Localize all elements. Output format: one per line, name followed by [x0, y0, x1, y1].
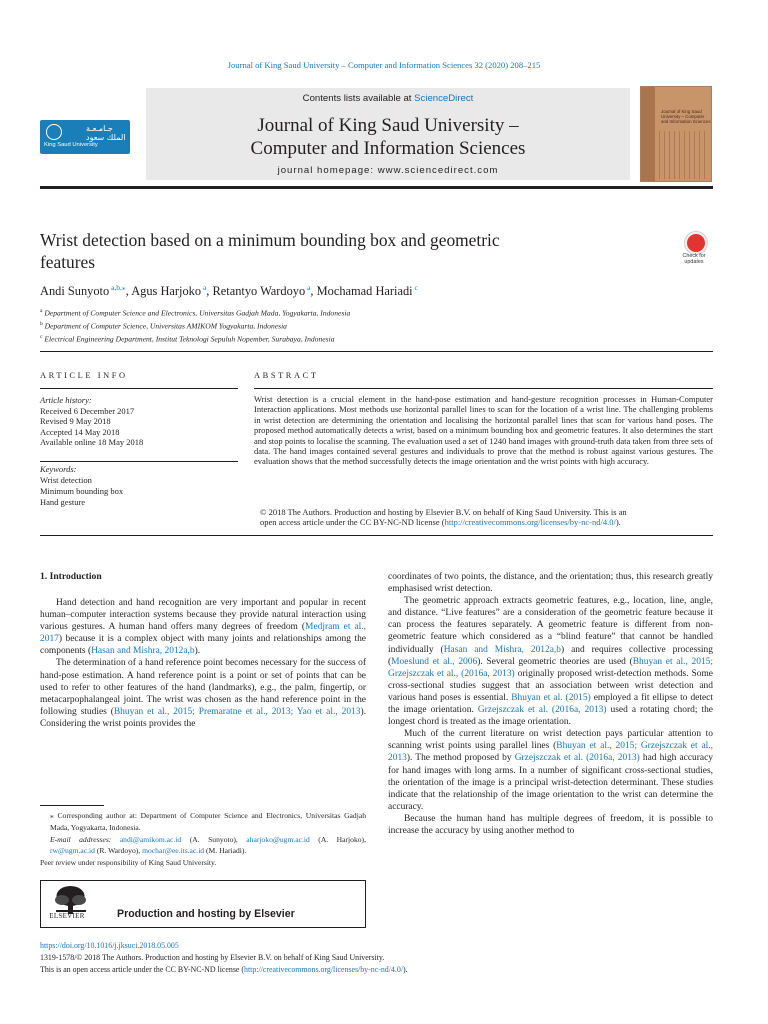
journal-title-line2: Computer and Information Sciences	[250, 138, 526, 159]
ksu-seal-icon	[46, 124, 62, 140]
paragraph: coordinates of two points, the distance, and the orientation; thus, this research greatly emphasised wrist detection.	[388, 572, 713, 595]
author-list	[40, 283, 680, 299]
open-access-line: This is an open access article under the CC BY-NC-ND license (http://creativecommons.org/licenses/by-nc-nd/4.0/).	[40, 964, 408, 974]
citation-link[interactable]: Bhuyan et al., 2015; Premaratne et al., 2013; Yao et al., 2013	[113, 706, 361, 717]
author-name[interactable]: Andi Sunyoto	[40, 284, 110, 299]
divider	[40, 461, 238, 462]
doi-link[interactable]: https://doi.org/10.1016/j.jksuci.2018.05.005	[40, 941, 179, 950]
author-name[interactable]: Agus Harjoko	[131, 284, 202, 299]
homepage-url[interactable]: www.sciencedirect.com	[377, 165, 499, 176]
check-for-updates-button[interactable]	[678, 232, 710, 266]
keyword-item: Hand gesture	[40, 497, 86, 507]
divider	[40, 351, 713, 352]
cover-stripe	[641, 87, 655, 182]
email-link[interactable]: aharjoko@ugm.ac.id	[246, 834, 310, 844]
abstract-text: Wrist detection is a crucial element in the hand-pose estimation and hand-gesture recognition processes in Human-Computer Interaction applications. Most methods use horizontal parallel lines to scan for the location of a wrist line. The challenging problems in wrist detection are determining the orientation and localising the horizontal parallel lines that scan for various hand poses. The proposed method automatically detects a wrist, based on a minimum bounding box and geometric features. It also determines the start and stop points to localise the scanning. The evaluation used a set of 1240 hand images with ground-truth data taken from three sets of data. The hand images contained several gestures and individuals to prove that the method is robust against various gestures. The evaluation shows that the method successfully detects the image orientation and the wrist points with high accuracy.	[254, 394, 713, 467]
paragraph: Hand detection and hand recognition are very important and popular in recent human–computer interaction systems because they provide natural interaction using various gestures. A human hand offers many degrees of freedom (Medjram et al., 2017) because it is a complex object with many joints and relationships among the components (Hasan and Mishra, 2012a,b).	[40, 598, 366, 657]
crossmark-label: Check for updates	[682, 253, 706, 265]
right-column-body	[388, 571, 713, 837]
contents-line	[146, 93, 630, 104]
affiliation-item: $^b$ Department of Computer Science, Universitas AMIKOM Yogyakarta, Indonesia	[40, 321, 287, 331]
email-addresses: E-mail addresses: andi@amikom.ac.id (A. Sunyoto), aharjoko@ugm.ac.id (A. Harjoko), rw@ugm.ac.id (R. Wardoyo), mochar@ee.its.ac.id (M. Hariadi).	[50, 834, 366, 856]
abstract-copyright	[254, 507, 713, 528]
copyright-line1: © 2018 The Authors. Production and hosting by Elsevier B.V. on behalf of King Saud University. This is an	[260, 507, 627, 517]
sciencedirect-link[interactable]: ScienceDirect	[414, 93, 474, 104]
section-heading-introduction: 1. Introduction	[40, 571, 102, 582]
citation-link[interactable]: Hasan and Mishra, 2012a,b	[443, 644, 561, 655]
article-history	[40, 395, 238, 448]
production-text: Production and hosting by Elsevier	[117, 908, 295, 920]
homepage-line	[146, 165, 630, 176]
paper-title	[40, 229, 640, 273]
journal-title-line1: Journal of King Saud University –	[257, 115, 519, 136]
issn-line: 1319-1578/© 2018 The Authors. Production and hosting by Elsevier B.V. on behalf of King Saud University.	[40, 952, 385, 962]
affiliation-item: $^c$ Electrical Engineering Department, Institut Teknologi Sepuluh Nopember, Surabaya, Indonesia	[40, 334, 335, 344]
paper-title-line1: Wrist detection based on a minimum bounding box and geometric	[40, 230, 500, 250]
keyword-item: Wrist detection	[40, 475, 92, 485]
ksu-logo	[40, 120, 130, 154]
author-separator: ,	[206, 284, 213, 299]
header-rule	[40, 186, 713, 189]
crossmark-icon	[685, 232, 707, 254]
author-affiliation-marker[interactable]: a,b,⁎	[109, 283, 126, 292]
citation-link[interactable]: Bhuyan et al., 2015; Grzejszczak et al., 2013	[388, 741, 713, 764]
citation-link[interactable]: Grzejszczak et al. (2016a, 2013)	[477, 705, 607, 716]
keyword-item: Minimum bounding box	[40, 486, 124, 496]
history-items	[40, 406, 238, 448]
email-link[interactable]: rw@ugm.ac.id	[50, 846, 95, 856]
author-separator: ,	[125, 284, 132, 299]
footnote-rule	[40, 805, 104, 806]
left-column-body	[40, 597, 366, 730]
citation-link[interactable]: Grzejszczak et al. (2016a, 2013)	[514, 753, 640, 764]
email-link[interactable]: mochar@ee.its.ac.id	[142, 846, 205, 856]
paragraph: The determination of a hand reference point becomes necessary for the success of hand-pose estimation. A hand reference point is a point or set of points that can be used to refer to other features of the hand (landmarks), e.g., the palm, fingertip, or metacarpophalangeal joint. The wrist was chosen as the hand reference point in the following studies (Bhuyan et al., 2015; Premaratne et al., 2013; Yao et al., 2013). Considering the wrist points provides the	[40, 658, 366, 729]
affiliation-list	[40, 306, 680, 345]
divider	[254, 388, 713, 389]
citation-link[interactable]: Moeslund et al., 2006	[391, 656, 478, 667]
email-link[interactable]: andi@amikom.ac.id	[119, 834, 182, 844]
divider	[40, 535, 713, 536]
footnote	[40, 810, 366, 869]
keywords-label: Keywords:	[40, 464, 77, 474]
peer-review-note: Peer review under responsibility of King Saud University.	[40, 858, 217, 868]
citation-link[interactable]: Bhuyan et al., 2015; Grzejszczak et al., (2016a, 2013)	[388, 656, 714, 679]
author-name[interactable]: Mochamad Hariadi	[316, 284, 413, 299]
history-item: Accepted 14 May 2018	[40, 426, 120, 437]
paragraph: Because the human hand has multiple degrees of freedom, it is possible to increase the accuracy by using another method to	[388, 813, 713, 836]
license-link[interactable]: http://creativecommons.org/licenses/by-nc-nd/4.0/	[244, 964, 403, 974]
ksu-logo-arabic: جـامـعـة الملك سعود	[86, 124, 126, 142]
cover-text: Journal of King Saud University – Computer and Information Sciences	[661, 109, 711, 124]
bottom-info	[40, 940, 720, 975]
author-affiliation-marker[interactable]: c	[412, 283, 418, 292]
corresponding-author-note: ⁎ Corresponding author at: Department of Computer Science and Electronics, Universitas Gadjah Mada, Yogyakarta, Indonesia.	[50, 811, 366, 832]
journal-title	[146, 114, 630, 160]
keyword-items	[40, 475, 238, 508]
elsevier-wordmark: ELSEVIER	[49, 912, 85, 920]
homepage-prefix: journal homepage:	[277, 165, 378, 176]
author-separator: ,	[310, 284, 317, 299]
history-item: Available online 18 May 2018	[40, 437, 144, 448]
divider	[40, 388, 238, 389]
license-link[interactable]: http://creativecommons.org/licenses/by-nc-nd/4.0/	[444, 517, 616, 528]
history-item: Received 6 December 2017	[40, 405, 135, 416]
journal-citation[interactable]: Journal of King Saud University – Computer and Information Sciences 32 (2020) 208–215	[227, 60, 541, 70]
copyright-line2: open access article under the CC BY-NC-ND license (http://creativecommons.org/licenses/by-nc-nd/4.0/).	[260, 517, 621, 528]
author-affiliation-marker[interactable]: a	[305, 283, 311, 292]
paper-title-line2: features	[40, 252, 96, 272]
history-label: Article history:	[40, 395, 92, 405]
author-affiliation-marker[interactable]: a	[201, 283, 207, 292]
affiliation-item: $^a$ Department of Computer Science and Electronics, Universitas Gadjah Mada, Yogyakarta, Indonesia	[40, 308, 351, 318]
history-item: Revised 9 May 2018	[40, 416, 111, 427]
citation-link[interactable]: Bhuyan et al. (2015)	[511, 692, 591, 703]
contents-prefix: Contents lists available at	[302, 93, 415, 104]
paragraph: Much of the current literature on wrist detection pays particular attention to scanning wrist points using parallel lines (Bhuyan et al., 2015; Grzejszczak et al., 2013). The method proposed by Grzejszczak et al. (2016a, 2013) had high accuracy for hand images with long arms. In a number of significant cross-sectional studies, the orientation of the image is a principal wrist-detection determinant. These studies indicate that the relationship of the image orientation to the wrist can determine the accuracy.	[388, 729, 713, 812]
article-info-heading: ARTICLE INFO	[40, 371, 128, 380]
keywords-section	[40, 464, 238, 508]
cover-pattern	[659, 131, 709, 179]
ksu-logo-english: King Saud University	[44, 142, 98, 148]
citation-link[interactable]: Medjram et al., 2017	[40, 622, 366, 645]
citation-link[interactable]: Hasan and Mishra, 2012a,b	[91, 646, 195, 657]
abstract-heading: ABSTRACT	[254, 371, 319, 380]
paragraph: The geometric approach extracts geometric features, e.g., location, line, angle, and distance. “Live features” are a consideration of the geometric feature because it can process the features separately. A geometric feature is different from non-geometric feature which considered as a “blind feature” that cannot be handled individually (Hasan and Mishra, 2012a,b) and requires collective processing (Moeslund et al., 2006). Several geometric theories are used (Bhuyan et al., 2015; Grzejszczak et al., (2016a, 2013) originally proposed wrist-detection methods. Some cross-sectional studies suggest that an association between wrist detection and various hand poses is essential. Bhuyan et al. (2015) employed a fit ellipse to detect the image orientation. Grzejszczak et al. (2016a, 2013) used a rotating chord; the longest chord is treated as the image orientation.	[388, 596, 714, 728]
journal-cover-thumbnail[interactable]	[640, 86, 712, 182]
author-name[interactable]: Retantyo Wardoyo	[212, 284, 306, 299]
